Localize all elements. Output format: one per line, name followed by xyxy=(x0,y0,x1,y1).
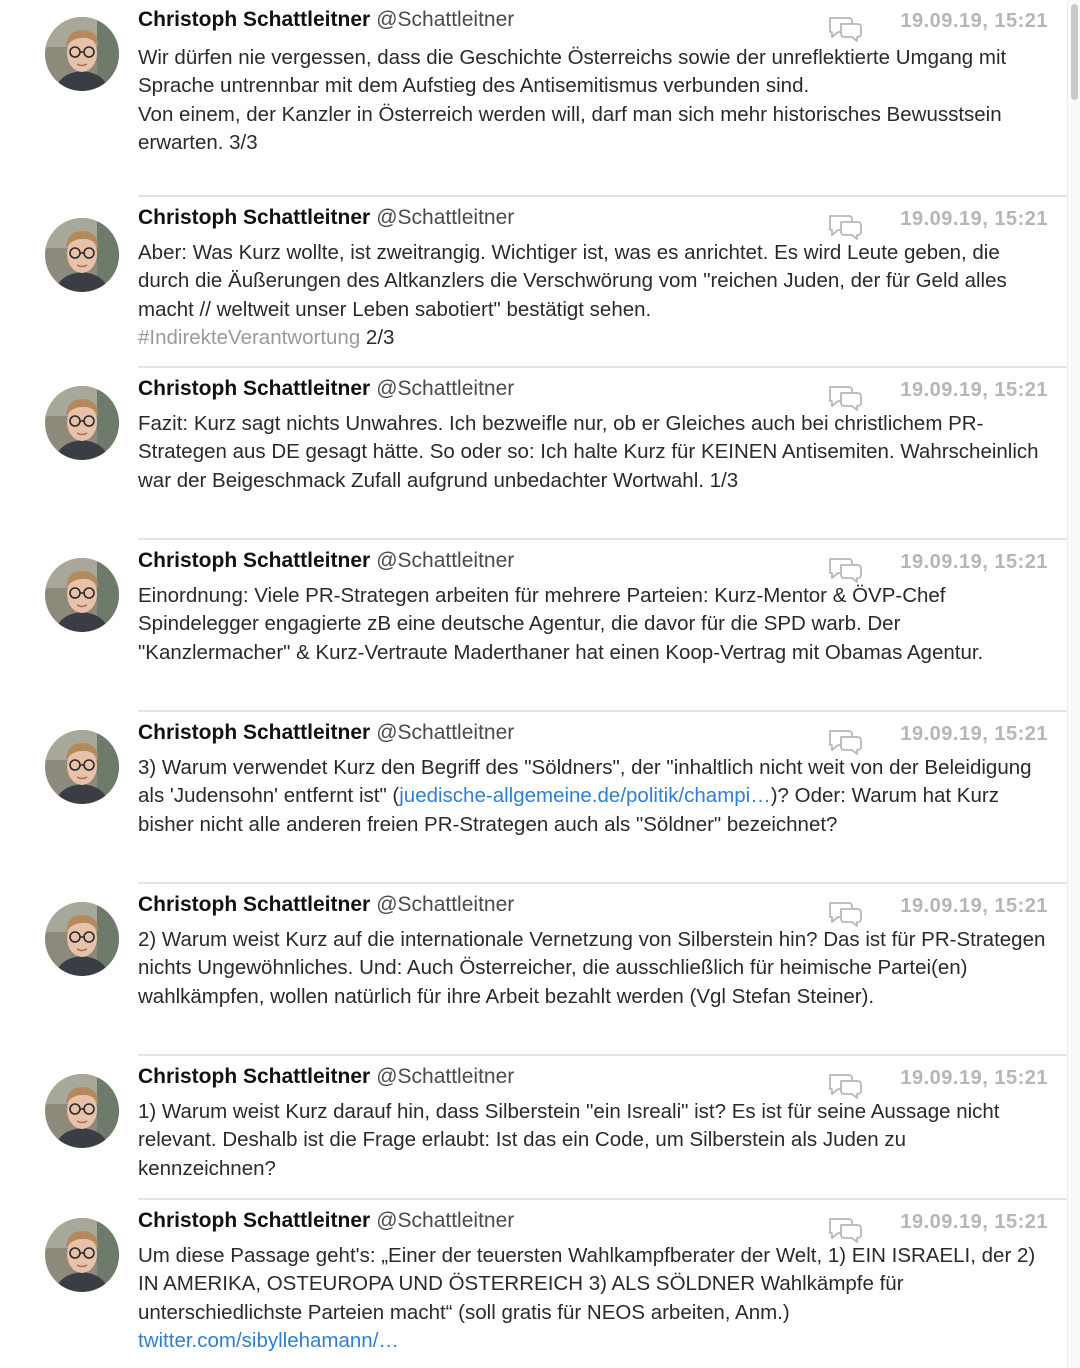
tweet-date[interactable]: 19.09.19, 15:21 xyxy=(900,1211,1048,1233)
tweet-date[interactable]: 19.09.19, 15:21 xyxy=(900,208,1048,230)
author-name[interactable]: Christoph Schattleitner xyxy=(138,377,371,400)
tweet-text-main: Aber: Was Kurz wollte, ist zweitrangig. Wichtiger ist, was es anrichtet. Es wird Leute geben, die durch die Äußerungen des Altkanzlers die Verschwörung vom "reichen Juden, der für Geld alles macht // weltweit unser Leben sabotiert" bestätigt sehen. xyxy=(138,241,1007,321)
author-name[interactable]: Christoph Schattleitner xyxy=(138,8,371,31)
tweet-item[interactable] xyxy=(0,368,1068,540)
avatar[interactable] xyxy=(45,1074,119,1148)
author-name[interactable]: Christoph Schattleitner xyxy=(138,1065,371,1088)
author-handle[interactable]: @Schattleitner xyxy=(376,8,515,31)
tweet-text: 2) Warum weist Kurz auf die internationale Vernetzung von Silberstein hin? Das ist für PR-Strategen nichts Ungewöhnliches. Und: Auch Österreicher, die ausschließlich für heimische Partei(en) wahlkämpfen, wollen natürlich für ihre Arbeit bezahlt werden (Vgl Stefan Steiner). xyxy=(138,928,1046,1008)
avatar[interactable] xyxy=(45,218,119,292)
tweet-header xyxy=(138,549,1068,581)
author-name[interactable]: Christoph Schattleitner xyxy=(138,549,371,572)
reply-icon[interactable] xyxy=(827,1071,863,1099)
tweet-date[interactable]: 19.09.19, 15:21 xyxy=(900,379,1048,401)
tweet-text: Einordnung: Viele PR-Strategen arbeiten für mehrere Parteien: Kurz-Mentor & ÖVP-Chef Spindelegger engagierte zB eine deutsche Agentur, die davor für die SPD warb. Der "Kanzlermacher" & Kurz-Vertraute Maderthaner hat einen Koop-Vertrag mit Obamas Agentur. xyxy=(138,584,984,664)
tweet-text xyxy=(138,754,1046,839)
avatar[interactable] xyxy=(45,902,119,976)
tweet-header xyxy=(138,8,1068,40)
tweet-header xyxy=(138,893,1068,925)
article-link[interactable]: juedische-allgemeine.de/politik/champi… xyxy=(399,784,771,808)
tweet-text: Fazit: Kurz sagt nichts Unwahres. Ich bezweifle nur, ob er Gleiches auch bei christlichem PR-Strategen aus DE gesagt hätte. So oder so: Ich halte Kurz für KEINEN Antisemiten. Wahrscheinlich war der Beigeschmack Zufall aufgrund unbedachter Wortwahl. 1/3 xyxy=(138,412,1039,492)
tweet-header xyxy=(138,1209,1068,1241)
reply-icon[interactable] xyxy=(827,555,863,583)
profile-photo xyxy=(45,730,119,804)
tweet-header xyxy=(138,377,1068,409)
tweet-header xyxy=(138,1065,1068,1097)
tweet-date[interactable]: 19.09.19, 15:21 xyxy=(900,10,1048,32)
profile-photo xyxy=(45,218,119,292)
author-name[interactable]: Christoph Schattleitner xyxy=(138,206,371,229)
tweet-item[interactable] xyxy=(0,0,1068,197)
tweet-text xyxy=(138,239,1046,352)
avatar[interactable] xyxy=(45,558,119,632)
avatar[interactable] xyxy=(45,1218,119,1292)
author-handle[interactable]: @Schattleitner xyxy=(376,893,515,916)
tweet-item[interactable] xyxy=(0,884,1068,1056)
author-name[interactable]: Christoph Schattleitner xyxy=(138,721,371,744)
reply-icon[interactable] xyxy=(827,212,863,240)
scrollbar-thumb[interactable] xyxy=(1071,4,1078,100)
tweet-header xyxy=(138,206,1068,238)
tweet-text xyxy=(138,1242,1046,1355)
tweet-item[interactable] xyxy=(0,712,1068,884)
reply-icon[interactable] xyxy=(827,1215,863,1243)
tweet-item[interactable] xyxy=(0,197,1068,368)
author-handle[interactable]: @Schattleitner xyxy=(376,1065,515,1088)
tweet-link[interactable]: twitter.com/sibyllehamann/… xyxy=(138,1328,399,1352)
avatar[interactable] xyxy=(45,386,119,460)
profile-photo xyxy=(45,17,119,91)
reply-icon[interactable] xyxy=(827,383,863,411)
tweet-item[interactable] xyxy=(0,1200,1068,1368)
tweet-item[interactable] xyxy=(0,1056,1068,1200)
vertical-scrollbar[interactable] xyxy=(1067,0,1080,1368)
tweet-text: Wir dürfen nie vergessen, dass die Geschichte Österreichs sowie der unreflektierte Umgang mit Sprache untrennbar mit dem Aufstieg des Antisemitismus verbunden sind. Von einem, der Kanzler in Österreich werden will, darf man sich mehr historisches Bewusstsein erwarten. 3/3 xyxy=(138,46,1007,154)
tweet-text-after: )? Oder: Warum hat Kurz bisher nicht alle anderen freien PR-Strategen auch als "Söldner" bezeichnet? xyxy=(138,784,999,836)
author-handle[interactable]: @Schattleitner xyxy=(376,549,515,572)
avatar[interactable] xyxy=(45,730,119,804)
profile-photo xyxy=(45,1218,119,1292)
profile-photo xyxy=(45,902,119,976)
tweet-text-main: Um diese Passage geht's: „Einer der teuersten Wahlkampfberater der Welt, 1) EIN ISRAELI, der 2) IN AMERIKA, OSTEUROPA UND ÖSTERREICH 3) ALS SÖLDNER Wahlkämpfe für unterschiedlichste Parteien macht“ (soll gratis für NEOS arbeiten, Anm.) xyxy=(138,1244,1036,1324)
reply-icon[interactable] xyxy=(827,14,863,42)
author-name[interactable]: Christoph Schattleitner xyxy=(138,893,371,916)
tweet-date[interactable]: 19.09.19, 15:21 xyxy=(900,1067,1048,1089)
profile-photo xyxy=(45,1074,119,1148)
hashtag-link[interactable]: #IndirekteVerantwortung xyxy=(138,325,361,349)
avatar[interactable] xyxy=(45,17,119,91)
tweet-date[interactable]: 19.09.19, 15:21 xyxy=(900,723,1048,745)
author-handle[interactable]: @Schattleitner xyxy=(376,721,515,744)
tweet-text-main: 3) Warum verwendet Kurz den Begriff des "Söldners", der "inhaltlich nicht weit von der Beleidigung als 'Judensohn' entfernt ist" ( xyxy=(138,756,1032,808)
reply-icon[interactable] xyxy=(827,727,863,755)
tweet-header xyxy=(138,721,1068,753)
profile-photo xyxy=(45,558,119,632)
tweet-item[interactable] xyxy=(0,540,1068,712)
tweet-text: 1) Warum weist Kurz darauf hin, dass Silberstein "ein Isreali" ist? Es ist für seine Aussage nicht relevant. Deshalb ist die Frage erlaubt: Ist das ein Code, um Silberstein als Juden zu kennzeichnen? xyxy=(138,1100,1000,1180)
tweet-text-after: 2/3 xyxy=(360,325,395,349)
author-handle[interactable]: @Schattleitner xyxy=(376,1209,515,1232)
author-handle[interactable]: @Schattleitner xyxy=(376,206,515,229)
tweet-date[interactable]: 19.09.19, 15:21 xyxy=(900,895,1048,917)
reply-icon[interactable] xyxy=(827,899,863,927)
author-handle[interactable]: @Schattleitner xyxy=(376,377,515,400)
author-name[interactable]: Christoph Schattleitner xyxy=(138,1209,371,1232)
tweet-date[interactable]: 19.09.19, 15:21 xyxy=(900,551,1048,573)
profile-photo xyxy=(45,386,119,460)
